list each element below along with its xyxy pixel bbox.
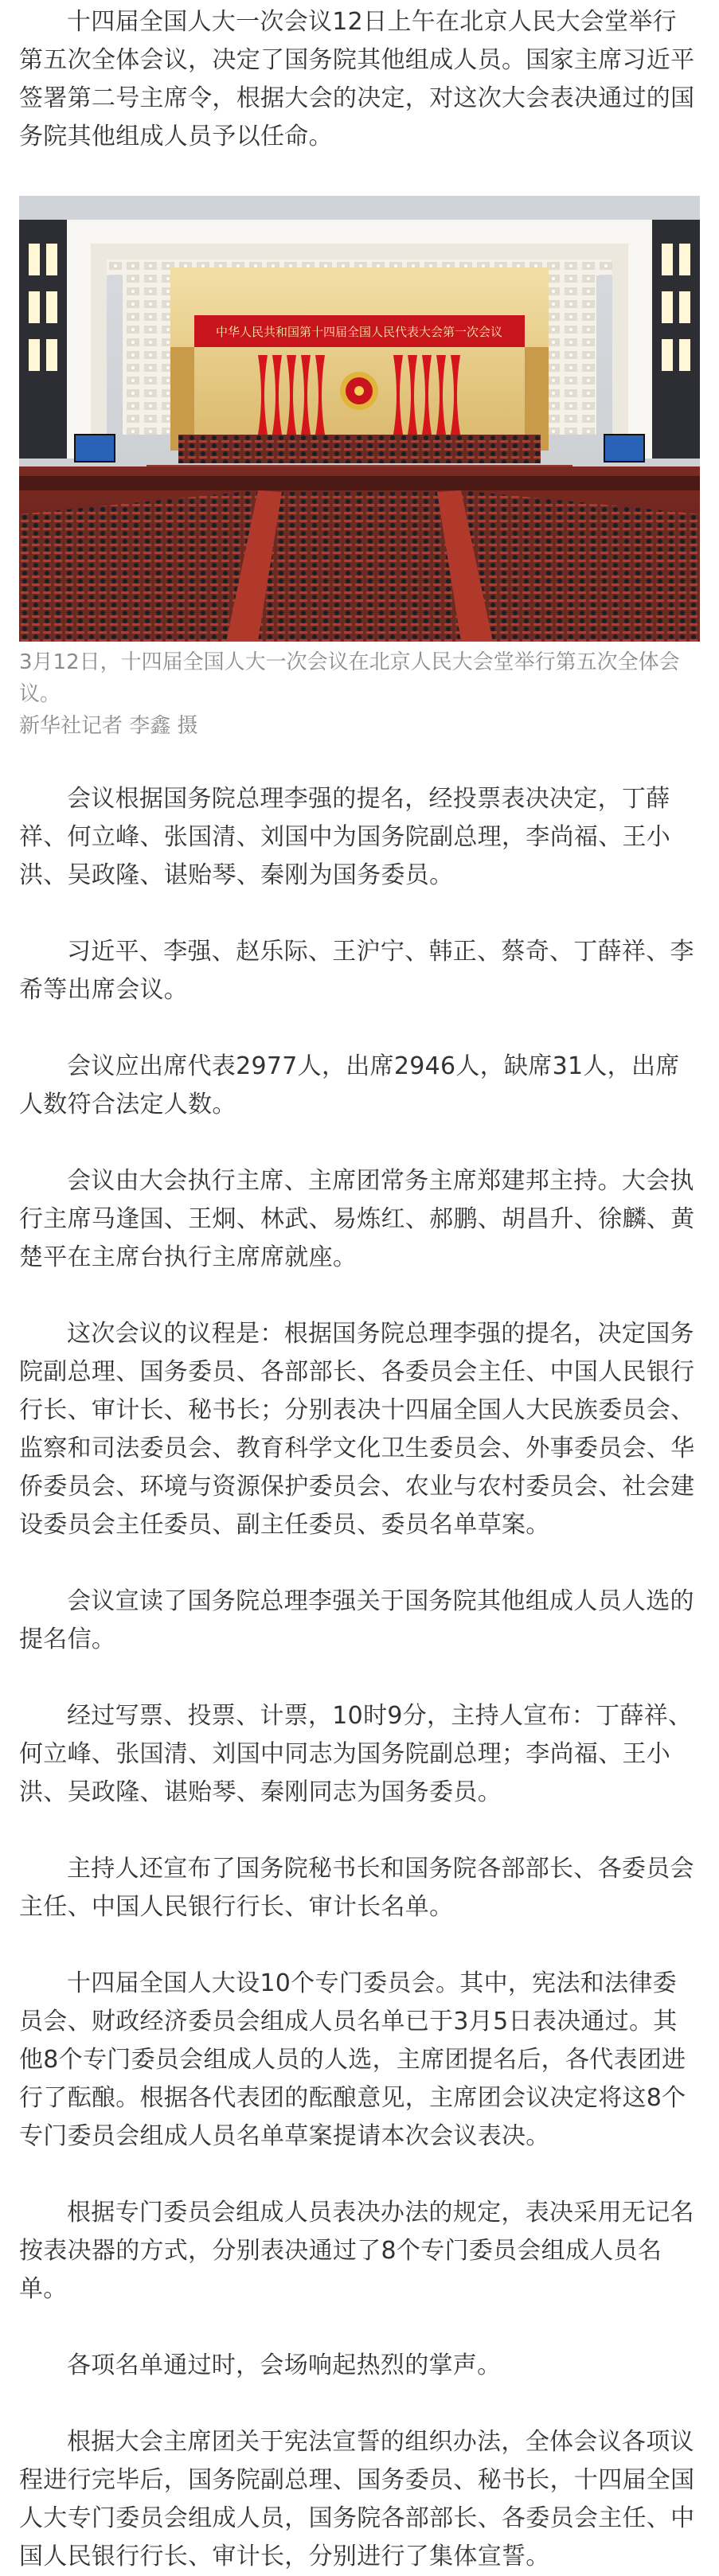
photo-banner: 中华人民共和国第十四届全国人民代表大会第一次会议 [215,325,503,339]
paragraph: 习近平、李强、赵乐际、王沪宁、韩正、蔡奇、丁薛祥、李希等出席会议。 [19,938,694,1004]
paragraph: 会议应出席代表2977人，出席2946人，缺席31人，出席人数符合法定人数。 [19,1052,680,1118]
congress-hall-photo [19,196,700,642]
photo-credit: 新华社记者 李鑫 摄 [19,714,198,738]
paragraph: 经过写票、投票、计票，10时9分，主持人宣布：丁薛祥、何立峰、张国清、刘国中同志为国务院副总理；李尚福、王小洪、吴政隆、谌贻琴、秦刚同志为国务委员。 [19,1702,693,1806]
paragraph: 会议宣读了国务院总理李强关于国务院其他组成人员人选的提名信。 [19,1587,694,1653]
intro-paragraph: 十四届全国人大一次会议12日上午在北京人民大会堂举行第五次全体会议，决定了国务院其他组成人员。国家主席习近平签署第二号主席令，根据大会的决定，对这次大会表决通过的国务院其他组成人员予以任命。 [19,8,695,150]
paragraph: 主持人还宣布了国务院秘书长和国务院各部部长、各委员会主任、中国人民银行行长、审计长名单。 [19,1855,694,1921]
paragraph: 十四届全国人大设10个专门委员会。其中，宪法和法律委员会、财政经济委员会组成人员名单已于3月5日表决通过。其他8个专门委员会组成人员的人选，主席团提名后，各代表团进行了酝酿。根据各代表团的酝酿意见，主席团会议决定将这8个专门委员会组成人员名单草案提请本次会议表决。 [19,1969,686,2150]
paragraph: 各项名单通过时，会场响起热烈的掌声。 [67,2352,502,2379]
paragraph: 会议根据国务院总理李强的提名，经投票表决决定，丁薛祥、何立峰、张国清、刘国中为国务院副总理，李尚福、王小洪、吴政隆、谌贻琴、秦刚为国务委员。 [19,785,671,889]
paragraph: 这次会议的议程是：根据国务院总理李强的提名，决定国务院副总理、国务委员、各部部长、各委员会主任、中国人民银行行长、审计长、秘书长；分别表决十四届全国人大民族委员会、监察和司法委员会、教育科学文化卫生委员会、外事委员会、华侨委员会、环境与资源保护委员会、农业与农村委员会、社会建设委员会主任委员、副主任委员、委员名单草案。 [19,1320,695,1539]
paragraph: 根据专门委员会组成人员表决办法的规定，表决采用无记名按表决器的方式，分别表决通过了8个专门委员会组成人员名单。 [19,2199,694,2303]
paragraph: 根据大会主席团关于宪法宣誓的组织办法，全体会议各项议程进行完毕后，国务院副总理、国务委员、秘书长，十四届全国人大专门委员会组成人员，国务院各部部长、各委员会主任、中国人民银行行长、审计长，分别进行了集体宣誓。 [19,2428,695,2570]
paragraph: 会议由大会执行主席、主席团常务主席郑建邦主持。大会执行主席马逢国、王炯、林武、易炼红、郝鹏、胡昌升、徐麟、黄楚平在主席台执行主席席就座。 [19,1167,695,1271]
photo-caption: 3月12日，十四届全国人大一次会议在北京人民大会堂举行第五次全体会议。 [19,650,680,706]
